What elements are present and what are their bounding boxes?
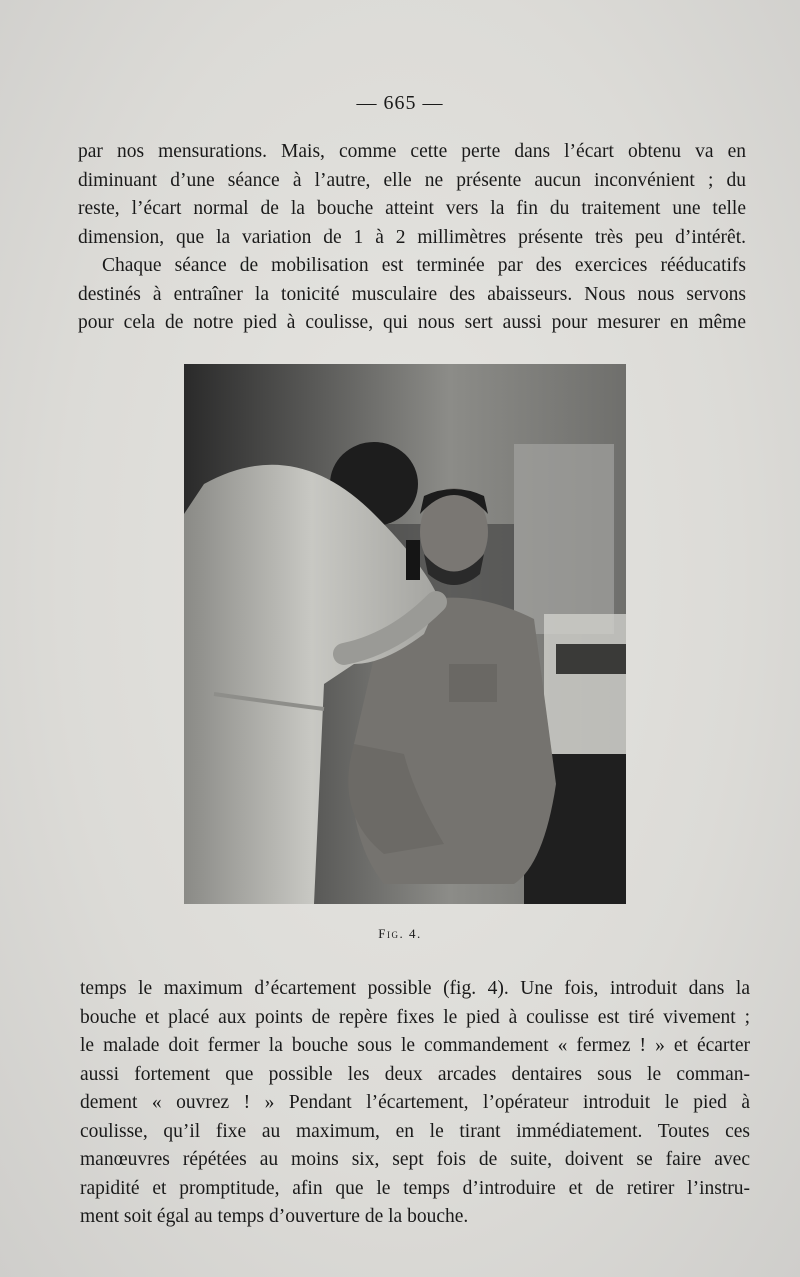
photo-illustration — [184, 364, 626, 904]
text-line: Chaque séance de mobilisation est terminée par des exercices rééducatifs — [102, 255, 746, 276]
text-line: coulisse, qu’il fixe au maximum, en le tirant immédiatement. Toutes ces — [80, 1120, 750, 1142]
paragraph-bottom — [80, 975, 750, 1232]
page-number: — 665 — — [356, 92, 444, 114]
text-line: temps le maximum d’écartement possible (fig. 4). Une fois, introduit dans la — [80, 978, 750, 999]
text-line: aussi fortement que possible les deux arcades dentaires sous le comman- — [80, 1063, 750, 1085]
text-line: manœuvres répétées au moins six, sept fois de suite, doivent se faire avec — [80, 1149, 750, 1170]
text-line: reste, l’écart normal de la bouche atteint vers la fin du traitement une telle — [78, 198, 746, 219]
text-line: rapidité et promptitude, afin que le temps d’introduire et de retirer l’instru- — [80, 1177, 750, 1199]
figure-caption: Fig. 4. — [378, 926, 422, 941]
text-line: pour cela de notre pied à coulisse, qui nous sert aussi pour mesurer en même — [78, 312, 746, 333]
text-line: dement « ouvrez ! » Pendant l’écartement, l’opérateur introduit le pied à — [80, 1092, 750, 1113]
text-line: diminuant d’une séance à l’autre, elle ne présente aucun inconvénient ; du — [78, 169, 746, 191]
text-line: destinés à entraîner la tonicité musculaire des abaisseurs. Nous nous servons — [78, 283, 746, 305]
text-line: par nos mensurations. Mais, comme cette perte dans l’écart obtenu va en — [78, 141, 746, 162]
photograph-figure — [184, 364, 626, 904]
text-line: dimension, que la variation de 1 à 2 millimètres présente très peu d’intérêt. — [78, 226, 746, 248]
text-line: bouche et placé aux points de repère fixes le pied à coulisse est tiré vivement ; — [80, 1006, 750, 1028]
text-line: ment soit égal au temps d’ouverture de la bouche. — [80, 1206, 469, 1227]
paragraph-top — [78, 138, 746, 338]
text-line: le malade doit fermer la bouche sous le commandement « fermez ! » et écarter — [80, 1035, 750, 1056]
